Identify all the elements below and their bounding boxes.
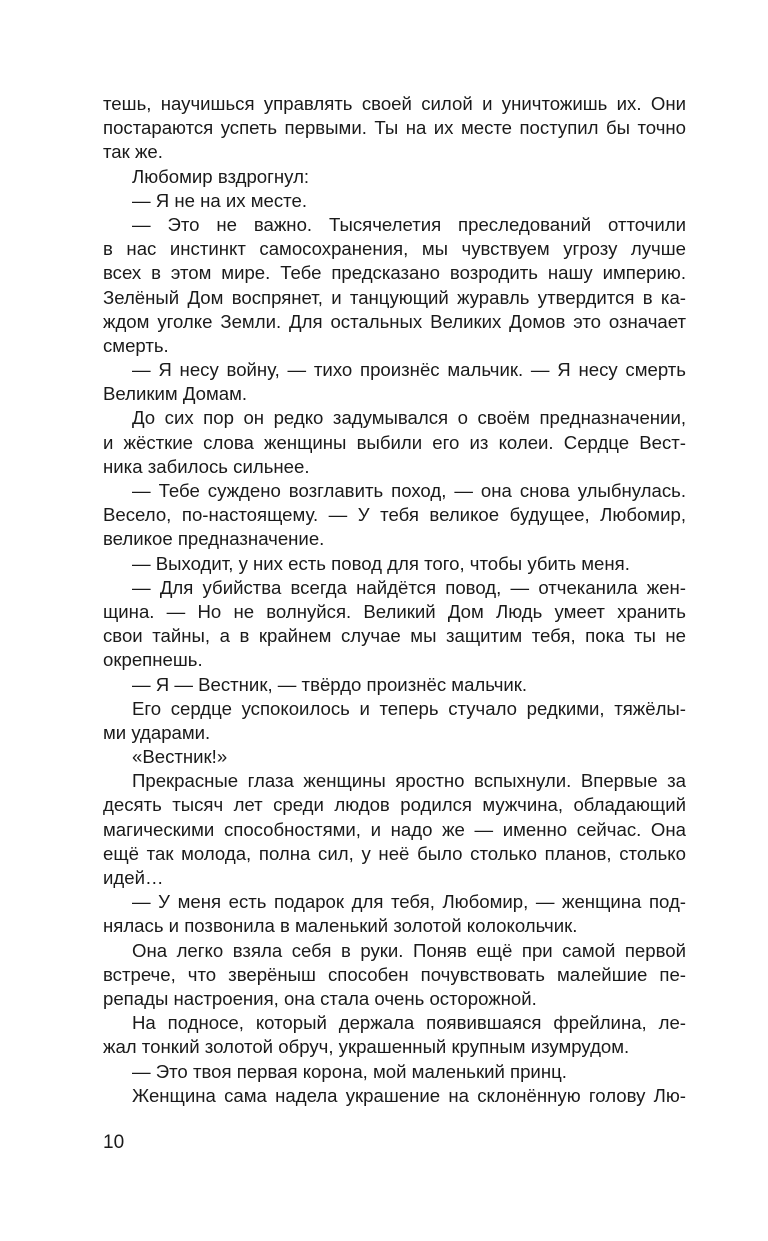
text-line: нялась и позвонила в маленький золотой колокольчик. bbox=[103, 915, 578, 937]
text-line: — Я не на их месте. bbox=[132, 189, 307, 211]
text-line: Она легко взяла себя в руки. Поняв ещё при самой первой bbox=[132, 939, 686, 961]
text-line: Прекрасные глаза женщины яростно вспыхнули. Впервые за bbox=[132, 770, 686, 792]
text-line: свои тайны, а в крайнем случае мы защитим тебя, пока ты не bbox=[103, 625, 686, 647]
text-line: «Вестник!» bbox=[132, 746, 228, 768]
text-line: — Это не важно. Тысячелетия преследований отточили bbox=[132, 213, 686, 235]
text-line: — Тебе суждено возглавить поход, — она снова улыбнулась. bbox=[132, 480, 686, 501]
text-line: Его сердце успокоилось и теперь стучало редкими, тяжёлы- bbox=[132, 697, 686, 719]
text-line: и жёсткие слова женщины выбили его из колеи. Сердце Вест- bbox=[103, 431, 686, 453]
text-line: щина. — Но не волнуйся. Великий Дом Людь умеет хранить bbox=[103, 600, 686, 622]
text-line: ника забилось сильнее. bbox=[103, 455, 310, 477]
text-line: десять тысяч лет среди людов родился мужчина, обладающий bbox=[103, 794, 686, 816]
text-line: ми ударами. bbox=[103, 721, 211, 743]
text-line: До сих пор он редко задумывался о своём предназначении, bbox=[132, 407, 686, 429]
text-line: жал тонкий золотой обруч, украшенный крупным изумрудом. bbox=[103, 1036, 630, 1058]
text-line: встрече, что зверёныш способен почувствовать малейшие пе- bbox=[103, 963, 686, 985]
text-line: постараются успеть первыми. Ты на их месте поступил бы точно bbox=[103, 117, 686, 139]
text-line: репады настроения, она стала очень осторожной. bbox=[103, 987, 537, 1009]
text-line: Любомир вздрогнул: bbox=[132, 165, 310, 187]
text-line: — Это твоя первая корона, мой маленький принц. bbox=[132, 1060, 567, 1082]
text-line: великое предназначение. bbox=[103, 528, 325, 550]
text-line: магическими способностями, и надо же — именно сейчас. Она bbox=[103, 818, 686, 840]
text-line: так же. bbox=[103, 141, 163, 163]
text-line: в нас инстинкт самосохранения, мы чувствуем угрозу лучше bbox=[103, 238, 686, 260]
text-line: Зелёный Дом воспрянет, и танцующий журавль утвердится в ка- bbox=[103, 286, 686, 308]
text-line: смерть. bbox=[103, 334, 169, 356]
page-body-text bbox=[103, 92, 686, 1108]
text-line: — Я несу войну, — тихо произнёс мальчик. — Я несу смерть bbox=[132, 359, 686, 381]
text-line: Весело, по-настоящему. — У тебя великое будущее, Любомир, bbox=[103, 504, 686, 526]
text-line: Великим Домам. bbox=[103, 383, 248, 405]
text-line: — Я — Вестник, — твёрдо произнёс мальчик. bbox=[132, 673, 528, 695]
page-number: 10 bbox=[103, 1132, 125, 1153]
text-line: всех в этом мире. Тебе предсказано возродить нашу империю. bbox=[103, 262, 686, 284]
text-line: — У меня есть подарок для тебя, Любомир, — женщина под- bbox=[132, 891, 686, 913]
text-line: тешь, научишься управлять своей силой и уничтожишь их. Они bbox=[103, 93, 686, 114]
text-line: ещё так молода, полна сил, у неё было столько планов, столько bbox=[103, 842, 686, 864]
text-line: ждом уголке Земли. Для остальных Великих Домов это означает bbox=[103, 310, 686, 332]
text-line: окрепнешь. bbox=[103, 649, 203, 671]
text-line: — Выходит, у них есть повод для того, чтобы убить меня. bbox=[132, 552, 630, 574]
text-line: идей… bbox=[103, 867, 164, 888]
text-line: — Для убийства всегда найдётся повод, — отчеканила жен- bbox=[132, 576, 686, 598]
text-line: На подносе, который держала появившаяся фрейлина, ле- bbox=[132, 1012, 686, 1034]
text-line: Женщина сама надела украшение на склонённую голову Лю- bbox=[132, 1084, 686, 1106]
